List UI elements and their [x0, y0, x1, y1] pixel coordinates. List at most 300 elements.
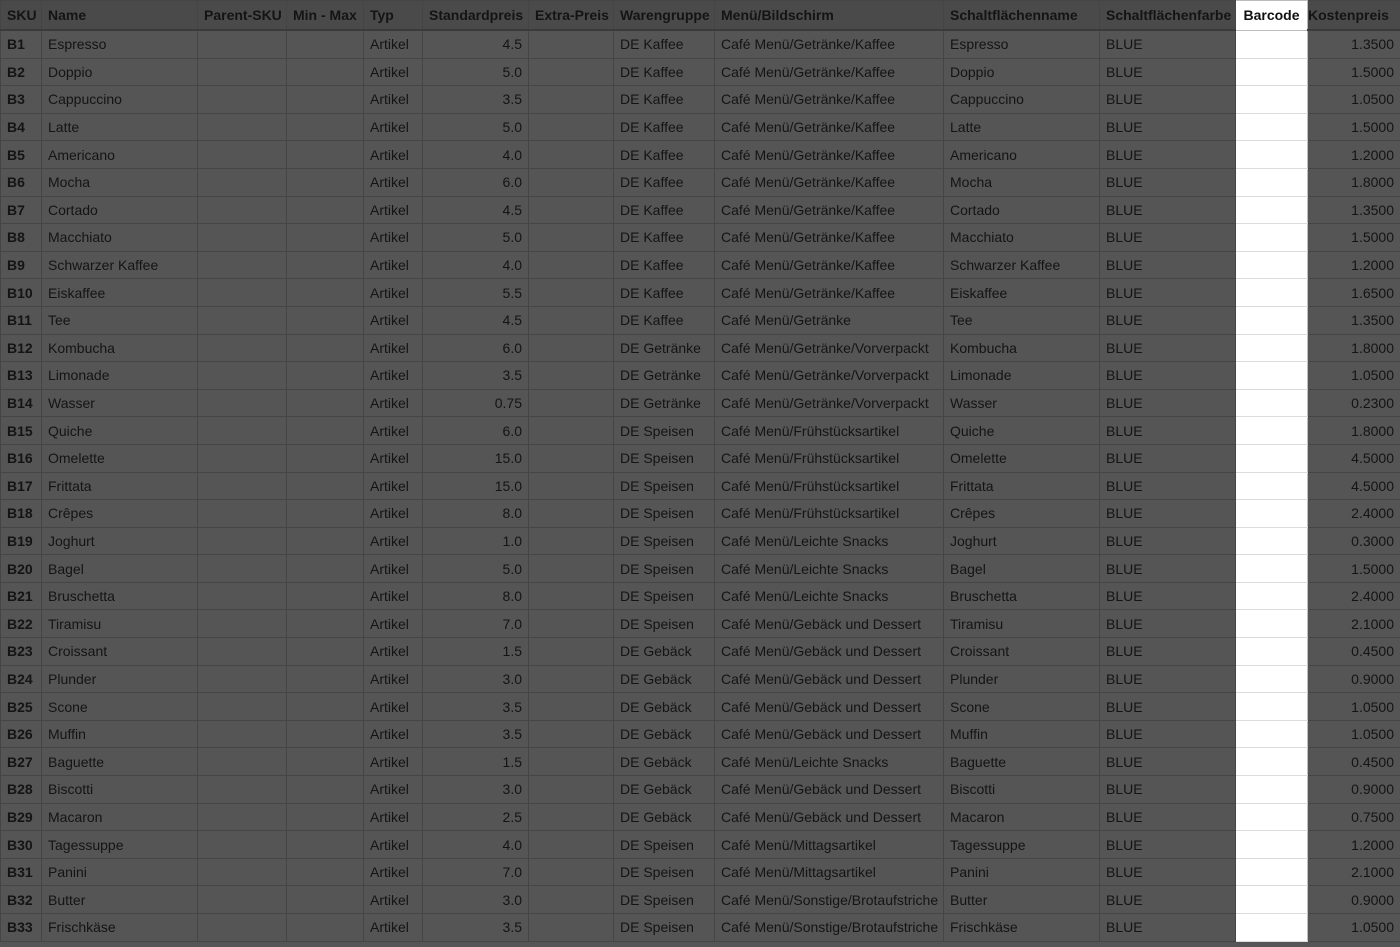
- cell-name[interactable]: Eiskaffee: [42, 279, 198, 307]
- cell-barcode[interactable]: [1236, 472, 1308, 500]
- cell-standardpreis[interactable]: 2.5: [423, 803, 529, 831]
- cell-parent-sku[interactable]: [198, 86, 287, 114]
- cell-warengruppe[interactable]: DE Kaffee: [614, 168, 715, 196]
- cell-standardpreis[interactable]: 7.0: [423, 610, 529, 638]
- table-row[interactable]: [1, 665, 1400, 693]
- cell-sku[interactable]: B24: [1, 665, 42, 693]
- cell-button-color[interactable]: BLUE: [1100, 389, 1236, 417]
- cell-button-color[interactable]: BLUE: [1100, 113, 1236, 141]
- cell-button-name[interactable]: Omelette: [944, 444, 1100, 472]
- cell-button-color[interactable]: BLUE: [1100, 417, 1236, 445]
- table-row[interactable]: [1, 748, 1400, 776]
- cell-name[interactable]: Latte: [42, 113, 198, 141]
- cell-sku[interactable]: B31: [1, 858, 42, 886]
- cell-min-max[interactable]: [287, 831, 364, 859]
- cell-extra-preis[interactable]: [529, 748, 614, 776]
- cell-typ[interactable]: Artikel: [364, 58, 423, 86]
- cell-sku[interactable]: B20: [1, 555, 42, 583]
- cell-button-color[interactable]: BLUE: [1100, 168, 1236, 196]
- cell-sku[interactable]: B3: [1, 86, 42, 114]
- table-row[interactable]: [1, 224, 1400, 252]
- cell-standardpreis[interactable]: 4.5: [423, 196, 529, 224]
- cell-sku[interactable]: B26: [1, 720, 42, 748]
- cell-standardpreis[interactable]: 4.0: [423, 141, 529, 169]
- cell-button-name[interactable]: Wasser: [944, 389, 1100, 417]
- table-row[interactable]: [1, 444, 1400, 472]
- cell-button-color[interactable]: BLUE: [1100, 914, 1236, 942]
- cell-kostenpreis[interactable]: 1.8000: [1308, 168, 1400, 196]
- cell-menu[interactable]: Café Menü/Gebäck und Dessert: [715, 638, 944, 666]
- cell-menu[interactable]: Café Menü/Getränke: [715, 306, 944, 334]
- cell-button-name[interactable]: Americano: [944, 141, 1100, 169]
- cell-parent-sku[interactable]: [198, 610, 287, 638]
- cell-button-name[interactable]: Schwarzer Kaffee: [944, 251, 1100, 279]
- cell-warengruppe[interactable]: DE Speisen: [614, 831, 715, 859]
- cell-menu[interactable]: Café Menü/Getränke/Kaffee: [715, 30, 944, 58]
- cell-button-name[interactable]: Bagel: [944, 555, 1100, 583]
- cell-typ[interactable]: Artikel: [364, 886, 423, 914]
- cell-standardpreis[interactable]: 8.0: [423, 500, 529, 528]
- cell-warengruppe[interactable]: DE Speisen: [614, 417, 715, 445]
- cell-standardpreis[interactable]: 4.0: [423, 831, 529, 859]
- cell-name[interactable]: Limonade: [42, 362, 198, 390]
- cell-parent-sku[interactable]: [198, 279, 287, 307]
- table-row[interactable]: [1, 279, 1400, 307]
- cell-parent-sku[interactable]: [198, 168, 287, 196]
- cell-name[interactable]: Cortado: [42, 196, 198, 224]
- cell-menu[interactable]: Café Menü/Mittagsartikel: [715, 858, 944, 886]
- cell-standardpreis[interactable]: 15.0: [423, 472, 529, 500]
- cell-extra-preis[interactable]: [529, 665, 614, 693]
- cell-extra-preis[interactable]: [529, 168, 614, 196]
- cell-menu[interactable]: Café Menü/Sonstige/Brotaufstriche: [715, 914, 944, 942]
- cell-parent-sku[interactable]: [198, 748, 287, 776]
- cell-warengruppe[interactable]: DE Gebäck: [614, 720, 715, 748]
- cell-kostenpreis[interactable]: 1.0500: [1308, 86, 1400, 114]
- cell-parent-sku[interactable]: [198, 30, 287, 58]
- cell-button-color[interactable]: BLUE: [1100, 831, 1236, 859]
- cell-min-max[interactable]: [287, 389, 364, 417]
- cell-name[interactable]: Americano: [42, 141, 198, 169]
- cell-min-max[interactable]: [287, 58, 364, 86]
- cell-min-max[interactable]: [287, 610, 364, 638]
- cell-name[interactable]: Scone: [42, 693, 198, 721]
- cell-barcode[interactable]: [1236, 886, 1308, 914]
- cell-standardpreis[interactable]: 1.5: [423, 748, 529, 776]
- cell-min-max[interactable]: [287, 693, 364, 721]
- cell-barcode[interactable]: [1236, 141, 1308, 169]
- cell-menu[interactable]: Café Menü/Getränke/Kaffee: [715, 86, 944, 114]
- cell-parent-sku[interactable]: [198, 58, 287, 86]
- cell-name[interactable]: Plunder: [42, 665, 198, 693]
- cell-barcode[interactable]: [1236, 389, 1308, 417]
- cell-kostenpreis[interactable]: 2.1000: [1308, 610, 1400, 638]
- cell-barcode[interactable]: [1236, 279, 1308, 307]
- cell-typ[interactable]: Artikel: [364, 113, 423, 141]
- cell-button-name[interactable]: Biscotti: [944, 776, 1100, 804]
- cell-kostenpreis[interactable]: 4.5000: [1308, 472, 1400, 500]
- cell-standardpreis[interactable]: 3.5: [423, 86, 529, 114]
- column-header-name[interactable]: Name: [42, 1, 198, 31]
- cell-standardpreis[interactable]: 5.0: [423, 58, 529, 86]
- cell-menu[interactable]: Café Menü/Leichte Snacks: [715, 748, 944, 776]
- cell-name[interactable]: Muffin: [42, 720, 198, 748]
- cell-typ[interactable]: Artikel: [364, 334, 423, 362]
- cell-menu[interactable]: Café Menü/Getränke/Kaffee: [715, 168, 944, 196]
- cell-button-name[interactable]: Bruschetta: [944, 582, 1100, 610]
- column-header-kostenpreis[interactable]: Kostenpreis: [1308, 1, 1400, 31]
- cell-barcode[interactable]: [1236, 803, 1308, 831]
- cell-min-max[interactable]: [287, 720, 364, 748]
- cell-kostenpreis[interactable]: 1.0500: [1308, 362, 1400, 390]
- cell-sku[interactable]: B28: [1, 776, 42, 804]
- cell-sku[interactable]: B14: [1, 389, 42, 417]
- cell-barcode[interactable]: [1236, 831, 1308, 859]
- cell-name[interactable]: Bruschetta: [42, 582, 198, 610]
- cell-button-color[interactable]: BLUE: [1100, 638, 1236, 666]
- column-header-min-max[interactable]: Min - Max: [287, 1, 364, 31]
- cell-standardpreis[interactable]: 1.0: [423, 527, 529, 555]
- cell-extra-preis[interactable]: [529, 334, 614, 362]
- cell-min-max[interactable]: [287, 527, 364, 555]
- cell-warengruppe[interactable]: DE Speisen: [614, 858, 715, 886]
- cell-barcode[interactable]: [1236, 776, 1308, 804]
- cell-button-name[interactable]: Croissant: [944, 638, 1100, 666]
- cell-menu[interactable]: Café Menü/Getränke/Kaffee: [715, 224, 944, 252]
- cell-typ[interactable]: Artikel: [364, 389, 423, 417]
- cell-extra-preis[interactable]: [529, 279, 614, 307]
- cell-button-name[interactable]: Limonade: [944, 362, 1100, 390]
- cell-typ[interactable]: Artikel: [364, 306, 423, 334]
- cell-menu[interactable]: Café Menü/Leichte Snacks: [715, 555, 944, 583]
- cell-standardpreis[interactable]: 3.0: [423, 665, 529, 693]
- cell-warengruppe[interactable]: DE Kaffee: [614, 113, 715, 141]
- cell-menu[interactable]: Café Menü/Leichte Snacks: [715, 527, 944, 555]
- cell-extra-preis[interactable]: [529, 86, 614, 114]
- column-header-parent-sku[interactable]: Parent-SKU: [198, 1, 287, 31]
- cell-typ[interactable]: Artikel: [364, 444, 423, 472]
- cell-typ[interactable]: Artikel: [364, 803, 423, 831]
- cell-standardpreis[interactable]: 3.0: [423, 886, 529, 914]
- cell-name[interactable]: Butter: [42, 886, 198, 914]
- cell-min-max[interactable]: [287, 582, 364, 610]
- cell-sku[interactable]: B27: [1, 748, 42, 776]
- cell-standardpreis[interactable]: 3.5: [423, 693, 529, 721]
- table-row[interactable]: [1, 858, 1400, 886]
- cell-typ[interactable]: Artikel: [364, 914, 423, 942]
- cell-barcode[interactable]: [1236, 555, 1308, 583]
- cell-button-color[interactable]: BLUE: [1100, 582, 1236, 610]
- table-row[interactable]: [1, 527, 1400, 555]
- cell-barcode[interactable]: [1236, 693, 1308, 721]
- cell-warengruppe[interactable]: DE Gebäck: [614, 748, 715, 776]
- cell-typ[interactable]: Artikel: [364, 831, 423, 859]
- cell-kostenpreis[interactable]: 1.6500: [1308, 279, 1400, 307]
- cell-warengruppe[interactable]: DE Kaffee: [614, 86, 715, 114]
- cell-parent-sku[interactable]: [198, 472, 287, 500]
- cell-min-max[interactable]: [287, 858, 364, 886]
- table-row[interactable]: [1, 113, 1400, 141]
- cell-kostenpreis[interactable]: 1.2000: [1308, 141, 1400, 169]
- cell-sku[interactable]: B7: [1, 196, 42, 224]
- cell-barcode[interactable]: [1236, 444, 1308, 472]
- cell-min-max[interactable]: [287, 444, 364, 472]
- cell-kostenpreis[interactable]: 0.3000: [1308, 527, 1400, 555]
- cell-typ[interactable]: Artikel: [364, 500, 423, 528]
- column-header-extra-preis[interactable]: Extra-Preis: [529, 1, 614, 31]
- cell-button-color[interactable]: BLUE: [1100, 224, 1236, 252]
- cell-parent-sku[interactable]: [198, 693, 287, 721]
- cell-button-color[interactable]: BLUE: [1100, 720, 1236, 748]
- cell-parent-sku[interactable]: [198, 417, 287, 445]
- cell-barcode[interactable]: [1236, 306, 1308, 334]
- cell-button-name[interactable]: Quiche: [944, 417, 1100, 445]
- cell-parent-sku[interactable]: [198, 113, 287, 141]
- cell-button-name[interactable]: Tiramisu: [944, 610, 1100, 638]
- cell-name[interactable]: Tagessuppe: [42, 831, 198, 859]
- cell-kostenpreis[interactable]: 1.5000: [1308, 113, 1400, 141]
- cell-typ[interactable]: Artikel: [364, 141, 423, 169]
- cell-kostenpreis[interactable]: 1.5000: [1308, 224, 1400, 252]
- cell-button-color[interactable]: BLUE: [1100, 196, 1236, 224]
- cell-standardpreis[interactable]: 5.0: [423, 113, 529, 141]
- cell-warengruppe[interactable]: DE Kaffee: [614, 196, 715, 224]
- cell-typ[interactable]: Artikel: [364, 693, 423, 721]
- cell-standardpreis[interactable]: 5.5: [423, 279, 529, 307]
- cell-button-color[interactable]: BLUE: [1100, 555, 1236, 583]
- cell-name[interactable]: Bagel: [42, 555, 198, 583]
- cell-button-color[interactable]: BLUE: [1100, 776, 1236, 804]
- cell-button-color[interactable]: BLUE: [1100, 527, 1236, 555]
- cell-typ[interactable]: Artikel: [364, 417, 423, 445]
- cell-warengruppe[interactable]: DE Speisen: [614, 582, 715, 610]
- cell-menu[interactable]: Café Menü/Getränke/Vorverpackt: [715, 334, 944, 362]
- cell-sku[interactable]: B15: [1, 417, 42, 445]
- cell-menu[interactable]: Café Menü/Gebäck und Dessert: [715, 803, 944, 831]
- cell-warengruppe[interactable]: DE Getränke: [614, 362, 715, 390]
- cell-min-max[interactable]: [287, 306, 364, 334]
- cell-warengruppe[interactable]: DE Speisen: [614, 914, 715, 942]
- cell-extra-preis[interactable]: [529, 610, 614, 638]
- cell-kostenpreis[interactable]: 1.5000: [1308, 58, 1400, 86]
- cell-extra-preis[interactable]: [529, 58, 614, 86]
- cell-typ[interactable]: Artikel: [364, 279, 423, 307]
- cell-kostenpreis[interactable]: 1.8000: [1308, 334, 1400, 362]
- cell-typ[interactable]: Artikel: [364, 86, 423, 114]
- cell-barcode[interactable]: [1236, 58, 1308, 86]
- table-row[interactable]: [1, 362, 1400, 390]
- cell-typ[interactable]: Artikel: [364, 638, 423, 666]
- cell-min-max[interactable]: [287, 555, 364, 583]
- cell-sku[interactable]: B32: [1, 886, 42, 914]
- cell-extra-preis[interactable]: [529, 582, 614, 610]
- cell-menu[interactable]: Café Menü/Getränke/Kaffee: [715, 141, 944, 169]
- cell-sku[interactable]: B22: [1, 610, 42, 638]
- column-header-menu[interactable]: Menü/Bildschirm: [715, 1, 944, 31]
- cell-button-name[interactable]: Cappuccino: [944, 86, 1100, 114]
- cell-name[interactable]: Omelette: [42, 444, 198, 472]
- cell-name[interactable]: Tee: [42, 306, 198, 334]
- cell-menu[interactable]: Café Menü/Mittagsartikel: [715, 831, 944, 859]
- cell-button-color[interactable]: BLUE: [1100, 748, 1236, 776]
- cell-menu[interactable]: Café Menü/Getränke/Kaffee: [715, 251, 944, 279]
- table-row[interactable]: [1, 886, 1400, 914]
- cell-barcode[interactable]: [1236, 196, 1308, 224]
- cell-menu[interactable]: Café Menü/Getränke/Vorverpackt: [715, 389, 944, 417]
- cell-typ[interactable]: Artikel: [364, 30, 423, 58]
- cell-parent-sku[interactable]: [198, 638, 287, 666]
- cell-button-color[interactable]: BLUE: [1100, 665, 1236, 693]
- cell-extra-preis[interactable]: [529, 500, 614, 528]
- column-header-sku[interactable]: SKU: [1, 1, 42, 31]
- cell-parent-sku[interactable]: [198, 914, 287, 942]
- cell-typ[interactable]: Artikel: [364, 224, 423, 252]
- column-header-typ[interactable]: Typ: [364, 1, 423, 31]
- cell-extra-preis[interactable]: [529, 389, 614, 417]
- table-row[interactable]: [1, 582, 1400, 610]
- cell-min-max[interactable]: [287, 748, 364, 776]
- cell-button-name[interactable]: Eiskaffee: [944, 279, 1100, 307]
- cell-menu[interactable]: Café Menü/Getränke/Kaffee: [715, 58, 944, 86]
- cell-parent-sku[interactable]: [198, 555, 287, 583]
- cell-barcode[interactable]: [1236, 30, 1308, 58]
- column-header-barcode[interactable]: Barcode: [1236, 1, 1308, 31]
- cell-name[interactable]: Frittata: [42, 472, 198, 500]
- table-row[interactable]: [1, 638, 1400, 666]
- cell-button-name[interactable]: Latte: [944, 113, 1100, 141]
- cell-standardpreis[interactable]: 6.0: [423, 417, 529, 445]
- cell-extra-preis[interactable]: [529, 527, 614, 555]
- cell-standardpreis[interactable]: 4.5: [423, 306, 529, 334]
- cell-typ[interactable]: Artikel: [364, 168, 423, 196]
- table-row[interactable]: [1, 196, 1400, 224]
- cell-min-max[interactable]: [287, 334, 364, 362]
- cell-menu[interactable]: Café Menü/Getränke/Kaffee: [715, 196, 944, 224]
- cell-sku[interactable]: B16: [1, 444, 42, 472]
- cell-warengruppe[interactable]: DE Kaffee: [614, 279, 715, 307]
- column-header-warengruppe[interactable]: Warengruppe: [614, 1, 715, 31]
- cell-kostenpreis[interactable]: 0.4500: [1308, 748, 1400, 776]
- cell-kostenpreis[interactable]: 1.0500: [1308, 693, 1400, 721]
- cell-menu[interactable]: Café Menü/Gebäck und Dessert: [715, 665, 944, 693]
- cell-barcode[interactable]: [1236, 748, 1308, 776]
- table-row[interactable]: [1, 803, 1400, 831]
- cell-warengruppe[interactable]: DE Gebäck: [614, 665, 715, 693]
- table-row[interactable]: [1, 306, 1400, 334]
- cell-name[interactable]: Wasser: [42, 389, 198, 417]
- cell-min-max[interactable]: [287, 914, 364, 942]
- cell-name[interactable]: Biscotti: [42, 776, 198, 804]
- table-row[interactable]: [1, 914, 1400, 942]
- cell-extra-preis[interactable]: [529, 858, 614, 886]
- cell-standardpreis[interactable]: 3.5: [423, 914, 529, 942]
- cell-parent-sku[interactable]: [198, 334, 287, 362]
- cell-button-color[interactable]: BLUE: [1100, 858, 1236, 886]
- table-row[interactable]: [1, 720, 1400, 748]
- cell-button-color[interactable]: BLUE: [1100, 86, 1236, 114]
- cell-parent-sku[interactable]: [198, 306, 287, 334]
- cell-menu[interactable]: Café Menü/Frühstücksartikel: [715, 444, 944, 472]
- cell-button-name[interactable]: Butter: [944, 886, 1100, 914]
- cell-sku[interactable]: B2: [1, 58, 42, 86]
- table-row[interactable]: [1, 831, 1400, 859]
- cell-name[interactable]: Schwarzer Kaffee: [42, 251, 198, 279]
- cell-button-name[interactable]: Frittata: [944, 472, 1100, 500]
- cell-min-max[interactable]: [287, 776, 364, 804]
- cell-kostenpreis[interactable]: 1.0500: [1308, 720, 1400, 748]
- cell-standardpreis[interactable]: 5.0: [423, 224, 529, 252]
- cell-button-name[interactable]: Kombucha: [944, 334, 1100, 362]
- cell-barcode[interactable]: [1236, 417, 1308, 445]
- cell-button-color[interactable]: BLUE: [1100, 334, 1236, 362]
- cell-min-max[interactable]: [287, 196, 364, 224]
- cell-button-name[interactable]: Espresso: [944, 30, 1100, 58]
- cell-sku[interactable]: B12: [1, 334, 42, 362]
- cell-button-color[interactable]: BLUE: [1100, 306, 1236, 334]
- cell-button-color[interactable]: BLUE: [1100, 251, 1236, 279]
- cell-button-name[interactable]: Baguette: [944, 748, 1100, 776]
- cell-name[interactable]: Espresso: [42, 30, 198, 58]
- cell-button-name[interactable]: Tee: [944, 306, 1100, 334]
- cell-name[interactable]: Cappuccino: [42, 86, 198, 114]
- cell-barcode[interactable]: [1236, 224, 1308, 252]
- cell-parent-sku[interactable]: [198, 389, 287, 417]
- cell-warengruppe[interactable]: DE Speisen: [614, 610, 715, 638]
- cell-parent-sku[interactable]: [198, 527, 287, 555]
- cell-button-color[interactable]: BLUE: [1100, 803, 1236, 831]
- cell-name[interactable]: Crêpes: [42, 500, 198, 528]
- cell-button-color[interactable]: BLUE: [1100, 500, 1236, 528]
- cell-sku[interactable]: B5: [1, 141, 42, 169]
- cell-kostenpreis[interactable]: 0.2300: [1308, 389, 1400, 417]
- cell-button-color[interactable]: BLUE: [1100, 141, 1236, 169]
- cell-name[interactable]: Quiche: [42, 417, 198, 445]
- table-row[interactable]: [1, 389, 1400, 417]
- cell-kostenpreis[interactable]: 0.7500: [1308, 803, 1400, 831]
- cell-parent-sku[interactable]: [198, 582, 287, 610]
- cell-extra-preis[interactable]: [529, 693, 614, 721]
- cell-min-max[interactable]: [287, 251, 364, 279]
- table-row[interactable]: [1, 500, 1400, 528]
- cell-warengruppe[interactable]: DE Speisen: [614, 500, 715, 528]
- cell-kostenpreis[interactable]: 2.4000: [1308, 582, 1400, 610]
- cell-button-name[interactable]: Crêpes: [944, 500, 1100, 528]
- cell-parent-sku[interactable]: [198, 665, 287, 693]
- cell-menu[interactable]: Café Menü/Gebäck und Dessert: [715, 610, 944, 638]
- cell-kostenpreis[interactable]: 1.2000: [1308, 251, 1400, 279]
- cell-button-name[interactable]: Tagessuppe: [944, 831, 1100, 859]
- cell-sku[interactable]: B17: [1, 472, 42, 500]
- cell-sku[interactable]: B21: [1, 582, 42, 610]
- cell-warengruppe[interactable]: DE Gebäck: [614, 638, 715, 666]
- cell-barcode[interactable]: [1236, 638, 1308, 666]
- cell-button-name[interactable]: Plunder: [944, 665, 1100, 693]
- cell-extra-preis[interactable]: [529, 30, 614, 58]
- cell-min-max[interactable]: [287, 224, 364, 252]
- cell-min-max[interactable]: [287, 638, 364, 666]
- cell-kostenpreis[interactable]: 1.2000: [1308, 831, 1400, 859]
- table-row[interactable]: [1, 58, 1400, 86]
- cell-kostenpreis[interactable]: 1.3500: [1308, 196, 1400, 224]
- cell-barcode[interactable]: [1236, 500, 1308, 528]
- cell-typ[interactable]: Artikel: [364, 362, 423, 390]
- cell-warengruppe[interactable]: DE Getränke: [614, 389, 715, 417]
- cell-standardpreis[interactable]: 4.5: [423, 30, 529, 58]
- cell-parent-sku[interactable]: [198, 444, 287, 472]
- cell-sku[interactable]: B29: [1, 803, 42, 831]
- cell-extra-preis[interactable]: [529, 444, 614, 472]
- cell-sku[interactable]: B9: [1, 251, 42, 279]
